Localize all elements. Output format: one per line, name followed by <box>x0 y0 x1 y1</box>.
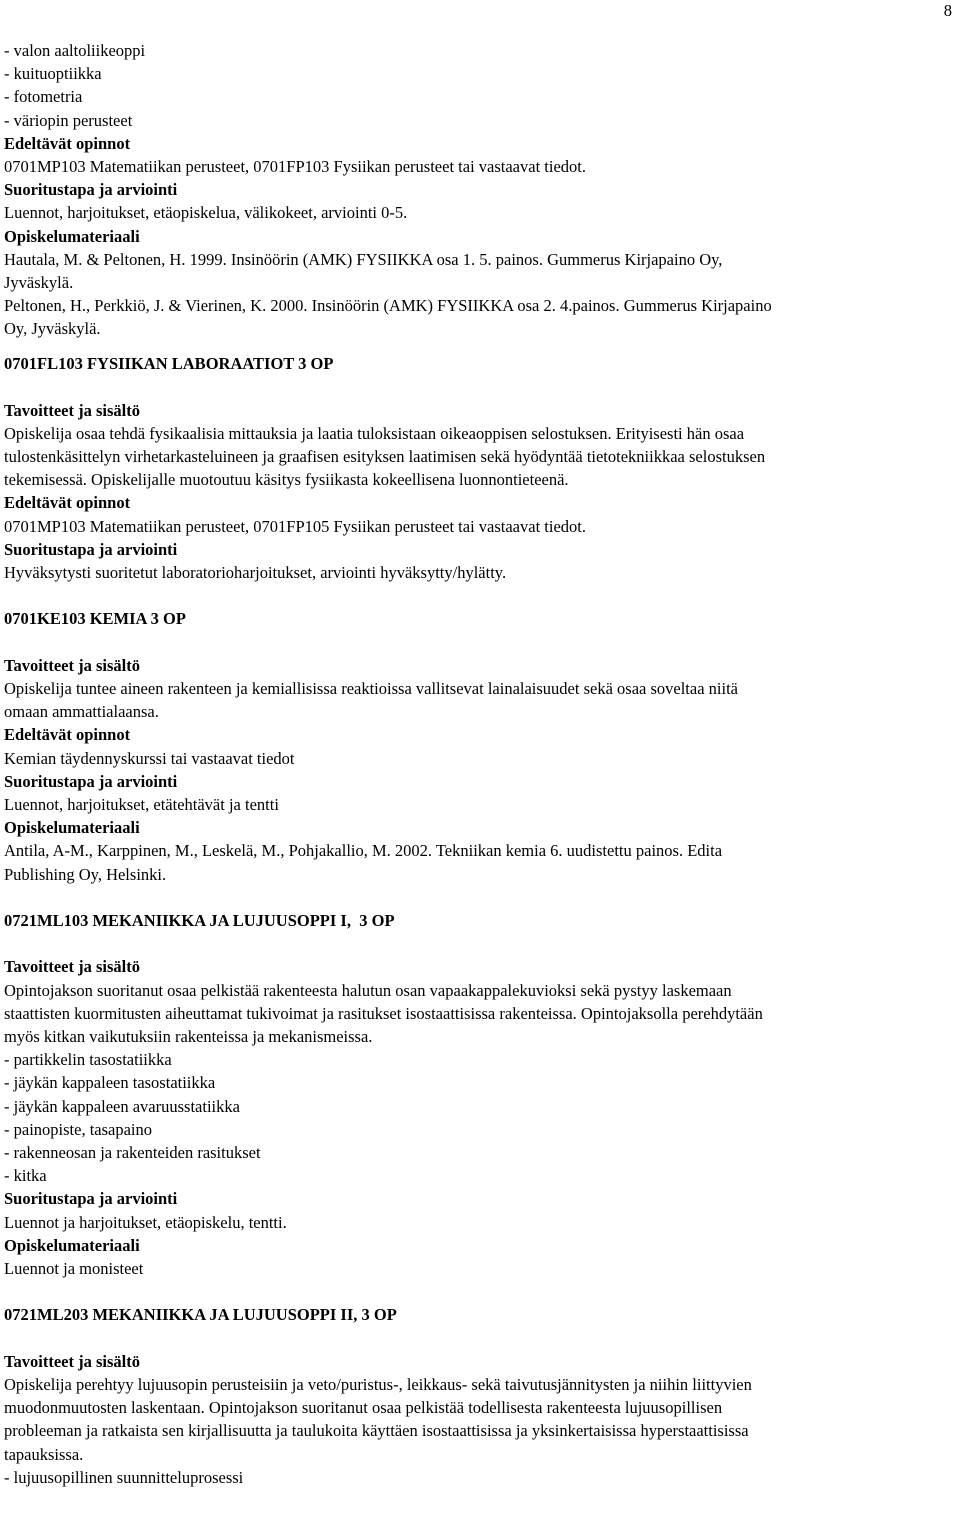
list-item: - jäykän kappaleen tasostatiikka <box>4 1073 216 1093</box>
method-heading: Suoritustapa ja arviointi <box>4 180 178 200</box>
method-heading: Suoritustapa ja arviointi <box>4 771 178 791</box>
goals-text: Opintojakson suoritanut osaa pelkistää rakenteesta halutun osan vapaakappalekuvioksi sekä pystyy laskemaan <box>4 980 732 1000</box>
goals-text: Opiskelija tuntee aineen rakenteen ja kemiallisissa reaktioissa vallitsevat lainalaisuudet sekä osaa soveltaa niitä <box>4 679 738 699</box>
material-text: Publishing Oy, Helsinki. <box>4 864 167 884</box>
goals-text: staattisten kuormitusten aiheuttamat tukivoimat ja rasitukset isostaattisissa rakenteissa. Opintojaksolla perehdytään <box>4 1003 763 1023</box>
material-heading: Opiskelumateriaali <box>4 818 140 838</box>
document-body <box>4 39 954 1489</box>
course-title: 0701FL103 FYSIIKAN LABORAATIOT 3 OP <box>4 354 334 374</box>
method-heading: Suoritustapa ja arviointi <box>4 539 178 559</box>
material-heading: Opiskelumateriaali <box>4 226 140 246</box>
list-item: - lujuusopillinen suunnitteluprosessi <box>4 1467 244 1487</box>
prerequisites-heading: Edeltävät opinnot <box>4 725 131 745</box>
prerequisites-text: 0701MP103 Matematiikan perusteet, 0701FP105 Fysiikan perusteet tai vastaavat tiedot. <box>4 516 586 536</box>
goals-text: probleeman ja ratkaista sen kirjallisuutta ja taulukoita käyttäen isostaattisissa ja yksinkertaisissa hyperstaattisissa <box>4 1421 749 1441</box>
material-text: Peltonen, H., Perkkiö, J. & Vierinen, K. 2000. Insinöörin (AMK) FYSIIKKA osa 2. 4.painos. Gummerus Kirjapaino <box>4 296 772 316</box>
goals-text: tapauksissa. <box>4 1444 84 1464</box>
goals-text: tulostenkäsittelyn virhetarkasteluineen ja graafisen esityksen laatimisen sekä hyödyntää tietotekniikkaa selostuksen <box>4 447 766 467</box>
list-item: - fotometria <box>4 87 83 107</box>
goals-heading: Tavoitteet ja sisältö <box>4 400 140 420</box>
method-text: Luennot ja harjoitukset, etäopiskelu, tentti. <box>4 1212 287 1232</box>
page-number: 8 <box>943 1 952 20</box>
list-item: - painopiste, tasapaino <box>4 1119 153 1139</box>
course-section-fl103 <box>4 352 954 584</box>
material-text: Oy, Jyväskylä. <box>4 319 101 339</box>
prerequisites-text: 0701MP103 Matematiikan perusteet, 0701FP103 Fysiikan perusteet tai vastaavat tiedot. <box>4 157 586 177</box>
course-section-ml103 <box>4 909 954 1280</box>
material-text: Hautala, M. & Peltonen, H. 1999. Insinöörin (AMK) FYSIIKKA osa 1. 5. painos. Gummerus Kirjapaino Oy, <box>4 249 723 269</box>
goals-text: Opiskelija perehtyy lujuusopin perusteisiin ja veto/puristus-, leikkaus- sekä taivutusjännitysten ja niihin liittyvien <box>4 1375 752 1395</box>
goals-heading: Tavoitteet ja sisältö <box>4 655 140 675</box>
prerequisites-heading: Edeltävät opinnot <box>4 133 131 153</box>
course-section-ml203 <box>4 1303 954 1489</box>
intro-section <box>4 39 954 341</box>
list-item: - partikkelin tasostatiikka <box>4 1050 172 1070</box>
goals-text: omaan ammattialaansa. <box>4 702 159 722</box>
method-text: Hyväksytysti suoritetut laboratorioharjoitukset, arviointi hyväksytty/hylätty. <box>4 563 507 583</box>
list-item: - valon aaltoliikeoppi <box>4 41 146 60</box>
course-section-ke103 <box>4 607 954 885</box>
list-item: - kitka <box>4 1166 47 1186</box>
material-text: Luennot ja monisteet <box>4 1259 144 1279</box>
material-heading: Opiskelumateriaali <box>4 1235 140 1255</box>
list-item: - väriopin perusteet <box>4 110 133 130</box>
material-text: Antila, A-M., Karppinen, M., Leskelä, M., Pohjakallio, M. 2002. Tekniikan kemia 6. uudistettu painos. Edita <box>4 841 723 861</box>
goals-text: muodonmuutosten laskentaan. Opintojakson suoritanut osaa pelkistää todellisesta rakenteesta lujuusopillisen <box>4 1398 723 1418</box>
list-item: - rakenneosan ja rakenteiden rasitukset <box>4 1143 261 1163</box>
list-item: - kuituoptiikka <box>4 64 102 84</box>
goals-heading: Tavoitteet ja sisältö <box>4 1351 140 1371</box>
goals-heading: Tavoitteet ja sisältö <box>4 957 140 977</box>
goals-text: tekemisessä. Opiskelijalle muotoutuu käsitys fysiikasta kokeellisena luonnontieteenä. <box>4 470 569 490</box>
course-title: 0701KE103 KEMIA 3 OP <box>4 609 186 629</box>
method-heading: Suoritustapa ja arviointi <box>4 1189 178 1209</box>
prerequisites-text: Kemian täydennyskurssi tai vastaavat tiedot <box>4 748 295 768</box>
course-title: 0721ML103 MEKANIIKKA JA LUJUUSOPPI I, 3 OP <box>4 911 395 931</box>
goals-text: myös kitkan vaikutuksiin rakenteissa ja mekanismeissa. <box>4 1027 373 1047</box>
course-title: 0721ML203 MEKANIIKKA JA LUJUUSOPPI II, 3 OP <box>4 1305 397 1325</box>
list-item: - jäykän kappaleen avaruusstatiikka <box>4 1096 240 1116</box>
prerequisites-heading: Edeltävät opinnot <box>4 493 131 513</box>
method-text: Luennot, harjoitukset, etäopiskelua, välikokeet, arviointi 0-5. <box>4 203 408 223</box>
method-text: Luennot, harjoitukset, etätehtävät ja tentti <box>4 795 279 815</box>
goals-text: Opiskelija osaa tehdä fysikaalisia mittauksia ja laatia tuloksistaan oikeaoppisen selostuksen. Erityisesti hän osaa <box>4 423 745 443</box>
material-text: Jyväskylä. <box>4 273 74 293</box>
